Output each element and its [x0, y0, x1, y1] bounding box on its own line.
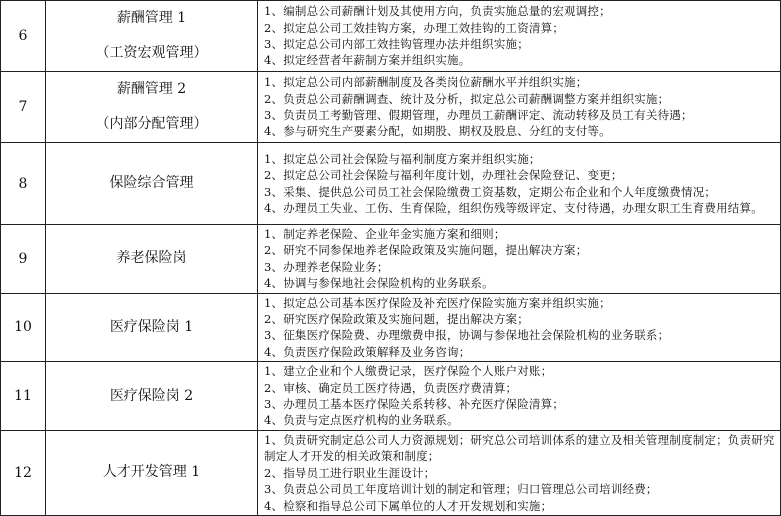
row-number: 11 — [1, 362, 46, 431]
row-number: 12 — [1, 430, 46, 515]
position-cell — [46, 362, 258, 431]
duty-item: 4、负责与定点医疗机构的业务联系。 — [264, 413, 459, 428]
position-title: 薪酬管理 1 — [116, 10, 187, 26]
duty-item: 4、检察和指导总公司下属单位的人才开发规划和实施； — [264, 498, 553, 513]
position-title: 保险综合管理 — [109, 175, 194, 191]
position-cell — [46, 225, 258, 294]
duty-item: 1、负责研究制定总公司人力资源规划；研究总公司培训体系的建立及相关管理制度制定；负责研究制定人才开发的相关政策和制度； — [264, 432, 775, 464]
duty-item: 4、协调与参保地社会保险机构的业务联系。 — [264, 276, 494, 291]
duties-cell — [258, 225, 781, 294]
table-row — [1, 225, 781, 294]
row-number: 7 — [1, 72, 46, 143]
duty-item: 2、拟定总公司社会保险与福利年度计划，办理社会保险登记、变更； — [264, 168, 623, 183]
duty-item: 4、拟定经营者年薪制方案并组织实施。 — [264, 53, 471, 68]
duty-item: 1、编制总公司薪酬计划及其使用方向，负责实施总量的宏观调控； — [264, 4, 611, 19]
duties-cell — [258, 72, 781, 143]
table-row — [1, 143, 781, 225]
duty-item: 3、负责总公司员工年度培训计划的制定和管理；归口管理总公司培训经费； — [264, 482, 658, 497]
duty-item: 3、办理员工基本医疗保险关系转移、补充医疗保险清算； — [264, 397, 565, 412]
duties-cell — [258, 362, 781, 431]
duty-item: 2、负责总公司薪酬调查、统计及分析，拟定总公司薪酬调整方案并组织实施； — [264, 91, 670, 106]
duty-item: 4、参与研究生产要素分配，如期股、期权及股息、分红的支付等。 — [264, 124, 611, 139]
position-cell — [46, 72, 258, 143]
duty-item: 1、建立企业和个人缴费记录，医疗保险个人账户对账； — [264, 364, 553, 379]
row-number: 10 — [1, 293, 46, 362]
duties-cell — [258, 293, 781, 362]
duty-item: 3、拟定总公司内部工效挂钩管理办法并组织实施； — [264, 37, 529, 51]
position-title: 医疗保险岗 1 — [109, 318, 194, 335]
duty-item: 4、办理员工失业、工伤、生育保险，组织伤残等级评定、支付待遇，办理女职工生育费用结算。 — [264, 200, 763, 215]
position-cell — [46, 293, 258, 362]
table-row — [1, 1, 781, 72]
duty-item: 3、办理养老保险业务； — [264, 259, 389, 274]
duty-item: 3、负责员工考勤管理、假期管理，办理员工薪酬评定、流动转移及员工有关待遇； — [264, 108, 693, 122]
position-cell — [46, 1, 258, 72]
duty-item: 2、研究不同参保地养老保险政策及实施问题，提出解决方案； — [264, 243, 588, 258]
position-subtitle: （内部分配管理） — [95, 116, 208, 132]
duty-item: 1、制定养老保险、企业年金实施方案和细则； — [264, 227, 506, 241]
table-row — [1, 362, 781, 431]
row-number: 9 — [1, 225, 46, 294]
duties-cell — [258, 143, 781, 225]
position-title: 医疗保险岗 2 — [109, 387, 194, 404]
row-number: 6 — [1, 1, 46, 72]
table-row — [1, 72, 781, 143]
position-title: 人才开发管理 1 — [102, 464, 201, 481]
position-cell — [46, 430, 258, 515]
duties-cell — [258, 430, 781, 515]
duty-item: 1、拟定总公司基本医疗保险及补充医疗保险实施方案并组织实施； — [264, 295, 611, 310]
duties-cell — [258, 1, 781, 72]
row-number: 8 — [1, 143, 46, 225]
duty-item: 2、研究医疗保险政策及实施问题，提出解决方案； — [264, 312, 529, 327]
duty-item: 3、采集、提供总公司员工社会保险缴费工资基数，定期公布企业和个人年度缴费情况； — [264, 184, 717, 199]
duty-item: 4、负责医疗保险政策解释及业务咨询； — [264, 344, 471, 359]
table-row — [1, 293, 781, 362]
duty-item: 1、拟定总公司社会保险与福利制度方案并组织实施； — [264, 151, 541, 166]
duty-item: 2、审核、确定员工医疗待遇，负责医疗费清算； — [264, 380, 518, 395]
duty-item: 2、拟定总公司工效挂钩方案，办理工效挂钩的工资清算； — [264, 20, 565, 35]
position-cell — [46, 143, 258, 225]
duty-item: 3、征集医疗保险费、办理缴费申报，协调与参保地社会保险机构的业务联系； — [264, 328, 670, 343]
position-title: 养老保险岗 — [116, 250, 187, 267]
position-title: 薪酬管理 2 — [116, 81, 187, 97]
position-subtitle: （工资宏观管理） — [95, 45, 208, 61]
table-row — [1, 430, 781, 515]
duty-item: 2、指导员工进行职业生涯设计； — [264, 465, 436, 480]
duty-item: 1、拟定总公司内部薪酬制度及各类岗位薪酬水平并组织实施； — [264, 75, 588, 90]
